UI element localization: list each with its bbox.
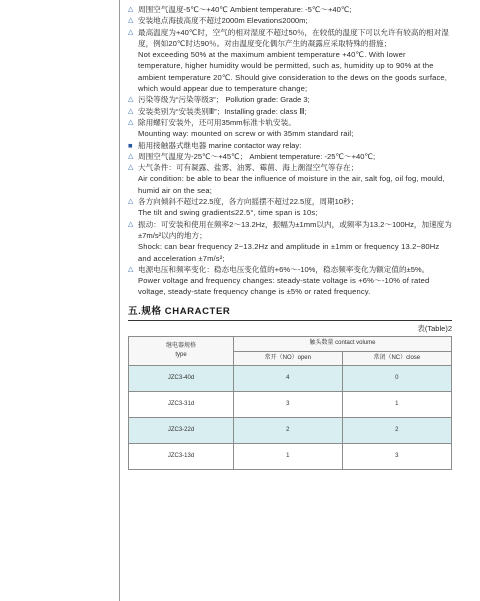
nc-header: 常闭（NC）close	[342, 351, 451, 366]
spec-item	[128, 94, 452, 105]
spec-line: The tilt and swing gradient≤22.5°, time span is 10s;	[138, 208, 318, 218]
nc-count-cell: 0	[342, 366, 451, 392]
spec-text	[138, 219, 452, 264]
spec-item	[128, 151, 452, 162]
triangle-bullet-icon: △	[128, 17, 134, 25]
section-divider	[128, 320, 452, 321]
environment-spec-list	[128, 4, 452, 298]
spec-item	[128, 27, 452, 95]
spec-item	[128, 15, 452, 26]
contacts-header: 触头数量 contact volume	[234, 337, 452, 352]
spec-line: Shock: can bear frequency 2~13.2Hz and amplitude in ±1mm or frequency 13.2~80Hz and acceleration ±7m/s²;	[138, 242, 440, 263]
triangle-bullet-icon: △	[128, 118, 134, 126]
margin-rule	[119, 0, 120, 601]
model-header-cell	[129, 337, 234, 366]
spec-text	[138, 15, 452, 26]
section-title: 五.规格 CHARACTER	[128, 305, 231, 317]
spec-line: 周围空气温度为-25℃～+45℃； Ambient temperature: -25℃～+40℃;	[138, 151, 376, 161]
table-row	[129, 444, 452, 470]
model-header: 继电器规格	[165, 343, 196, 350]
spec-line: 最高温度为+40℃时，空气的相对湿度不超过50％，在较低的温度下可以允许有较高的相对湿度，例如20℃时达90％。对由温度变化偶尔产生的凝露应采取特殊的措施；	[138, 27, 449, 48]
model-cell: JZC3-31d	[129, 392, 234, 418]
triangle-bullet-icon: △	[128, 198, 134, 206]
spec-text	[138, 162, 452, 196]
spec-item	[128, 162, 452, 196]
spec-item	[128, 140, 452, 151]
spec-line: 周围空气温度-5℃～+40℃ Ambient temperature: -5℃～+40℃;	[138, 5, 352, 14]
triangle-bullet-icon: △	[128, 107, 134, 115]
spec-line: 除用螺钉安装外，还可用35mm标准卡轨安装。	[138, 117, 296, 127]
spec-item	[128, 264, 452, 298]
model-header-en: type	[175, 352, 187, 359]
spec-text	[138, 117, 452, 140]
spec-line: Air condition: be able to bear the influence of moisture in the air, salt fog, oil fog, mould, humid air on the sea;	[138, 174, 445, 195]
no-count-cell: 1	[234, 444, 343, 470]
no-count-cell: 4	[234, 366, 343, 392]
nc-count-cell: 1	[342, 392, 451, 418]
nc-count-cell: 3	[342, 444, 451, 470]
triangle-bullet-icon: △	[128, 96, 134, 104]
spec-line: 安装地点海拔高度不超过2000m Elevation≤2000m;	[138, 16, 308, 26]
no-count-cell: 2	[234, 418, 343, 444]
nc-count-cell: 2	[342, 418, 451, 444]
table-row	[129, 392, 452, 418]
triangle-bullet-icon: △	[128, 6, 134, 13]
document-body	[128, 4, 452, 470]
spec-item	[128, 117, 452, 140]
square-bullet-icon: ■	[128, 140, 133, 150]
spec-line: 安装类别为“安装类别Ⅲ”；Installing grade: class Ⅲ;	[138, 106, 307, 116]
model-cell: JZC3-22d	[129, 418, 234, 444]
spec-text	[138, 264, 452, 298]
spec-line: 大气条件：可有凝露、盐雾、油雾、霉菌、海上潮湿空气等存在；	[138, 163, 359, 173]
spec-line: 振动：可安装和使用在频率2～13.2Hz，振幅为±1mm以内，或频率为13.2～100Hz，加速度为±7m/s²以内的地方；	[138, 219, 452, 240]
table-number: 表(Table)2	[417, 324, 452, 334]
spec-line: Not exceeding 50% at the maximum ambient temperature +40℃. With lower temperature, higher humidity would be permitted, such as, humidity up to 90% at the ambient temperature 20℃. Should give consideration to the dews on the goods surface, which would appear due to temperature change;	[138, 50, 448, 94]
spec-text	[138, 106, 452, 117]
spec-item	[128, 106, 452, 117]
spec-text	[138, 94, 452, 105]
model-cell: JZC3-13d	[129, 444, 234, 470]
spec-text	[138, 151, 452, 162]
table-row	[129, 418, 452, 444]
spec-item	[128, 196, 452, 219]
no-count-cell: 3	[234, 392, 343, 418]
spec-item	[128, 219, 452, 264]
no-header: 常开（NO）open	[234, 351, 343, 366]
spec-line: 船用接触器式继电器 marine contactor way relay:	[138, 140, 302, 150]
spec-line: Mounting way: mounted on screw or with 35mm standard rail;	[138, 129, 354, 139]
spec-text	[138, 196, 452, 219]
character-table	[128, 336, 452, 470]
spec-line: 电源电压和频率变化：稳态电压变化值的+6%～-10%，稳态频率变化为额定值的±5%。	[138, 264, 430, 274]
triangle-bullet-icon: △	[128, 28, 134, 36]
spec-text	[138, 4, 452, 15]
triangle-bullet-icon: △	[128, 164, 134, 172]
triangle-bullet-icon: △	[128, 220, 134, 228]
spec-item	[128, 4, 452, 15]
triangle-bullet-icon: △	[128, 152, 134, 160]
spec-line: 污染等级为“污染等级3”； Pollution grade: Grade 3;	[138, 95, 310, 105]
spec-text	[138, 27, 452, 95]
spec-line: 各方向倾斜不超过22.5度，各方向摇摆不超过22.5度，周期10秒；	[138, 197, 359, 207]
spec-line: Power voltage and frequency changes: steady-state voltage is +6%～-10% of rated voltage, steady-state frequency change is ±5% or rated frequency.	[138, 276, 430, 297]
model-cell: JZC3-40d	[129, 366, 234, 392]
spec-text	[138, 140, 452, 151]
triangle-bullet-icon: △	[128, 265, 134, 273]
table-row	[129, 366, 452, 392]
